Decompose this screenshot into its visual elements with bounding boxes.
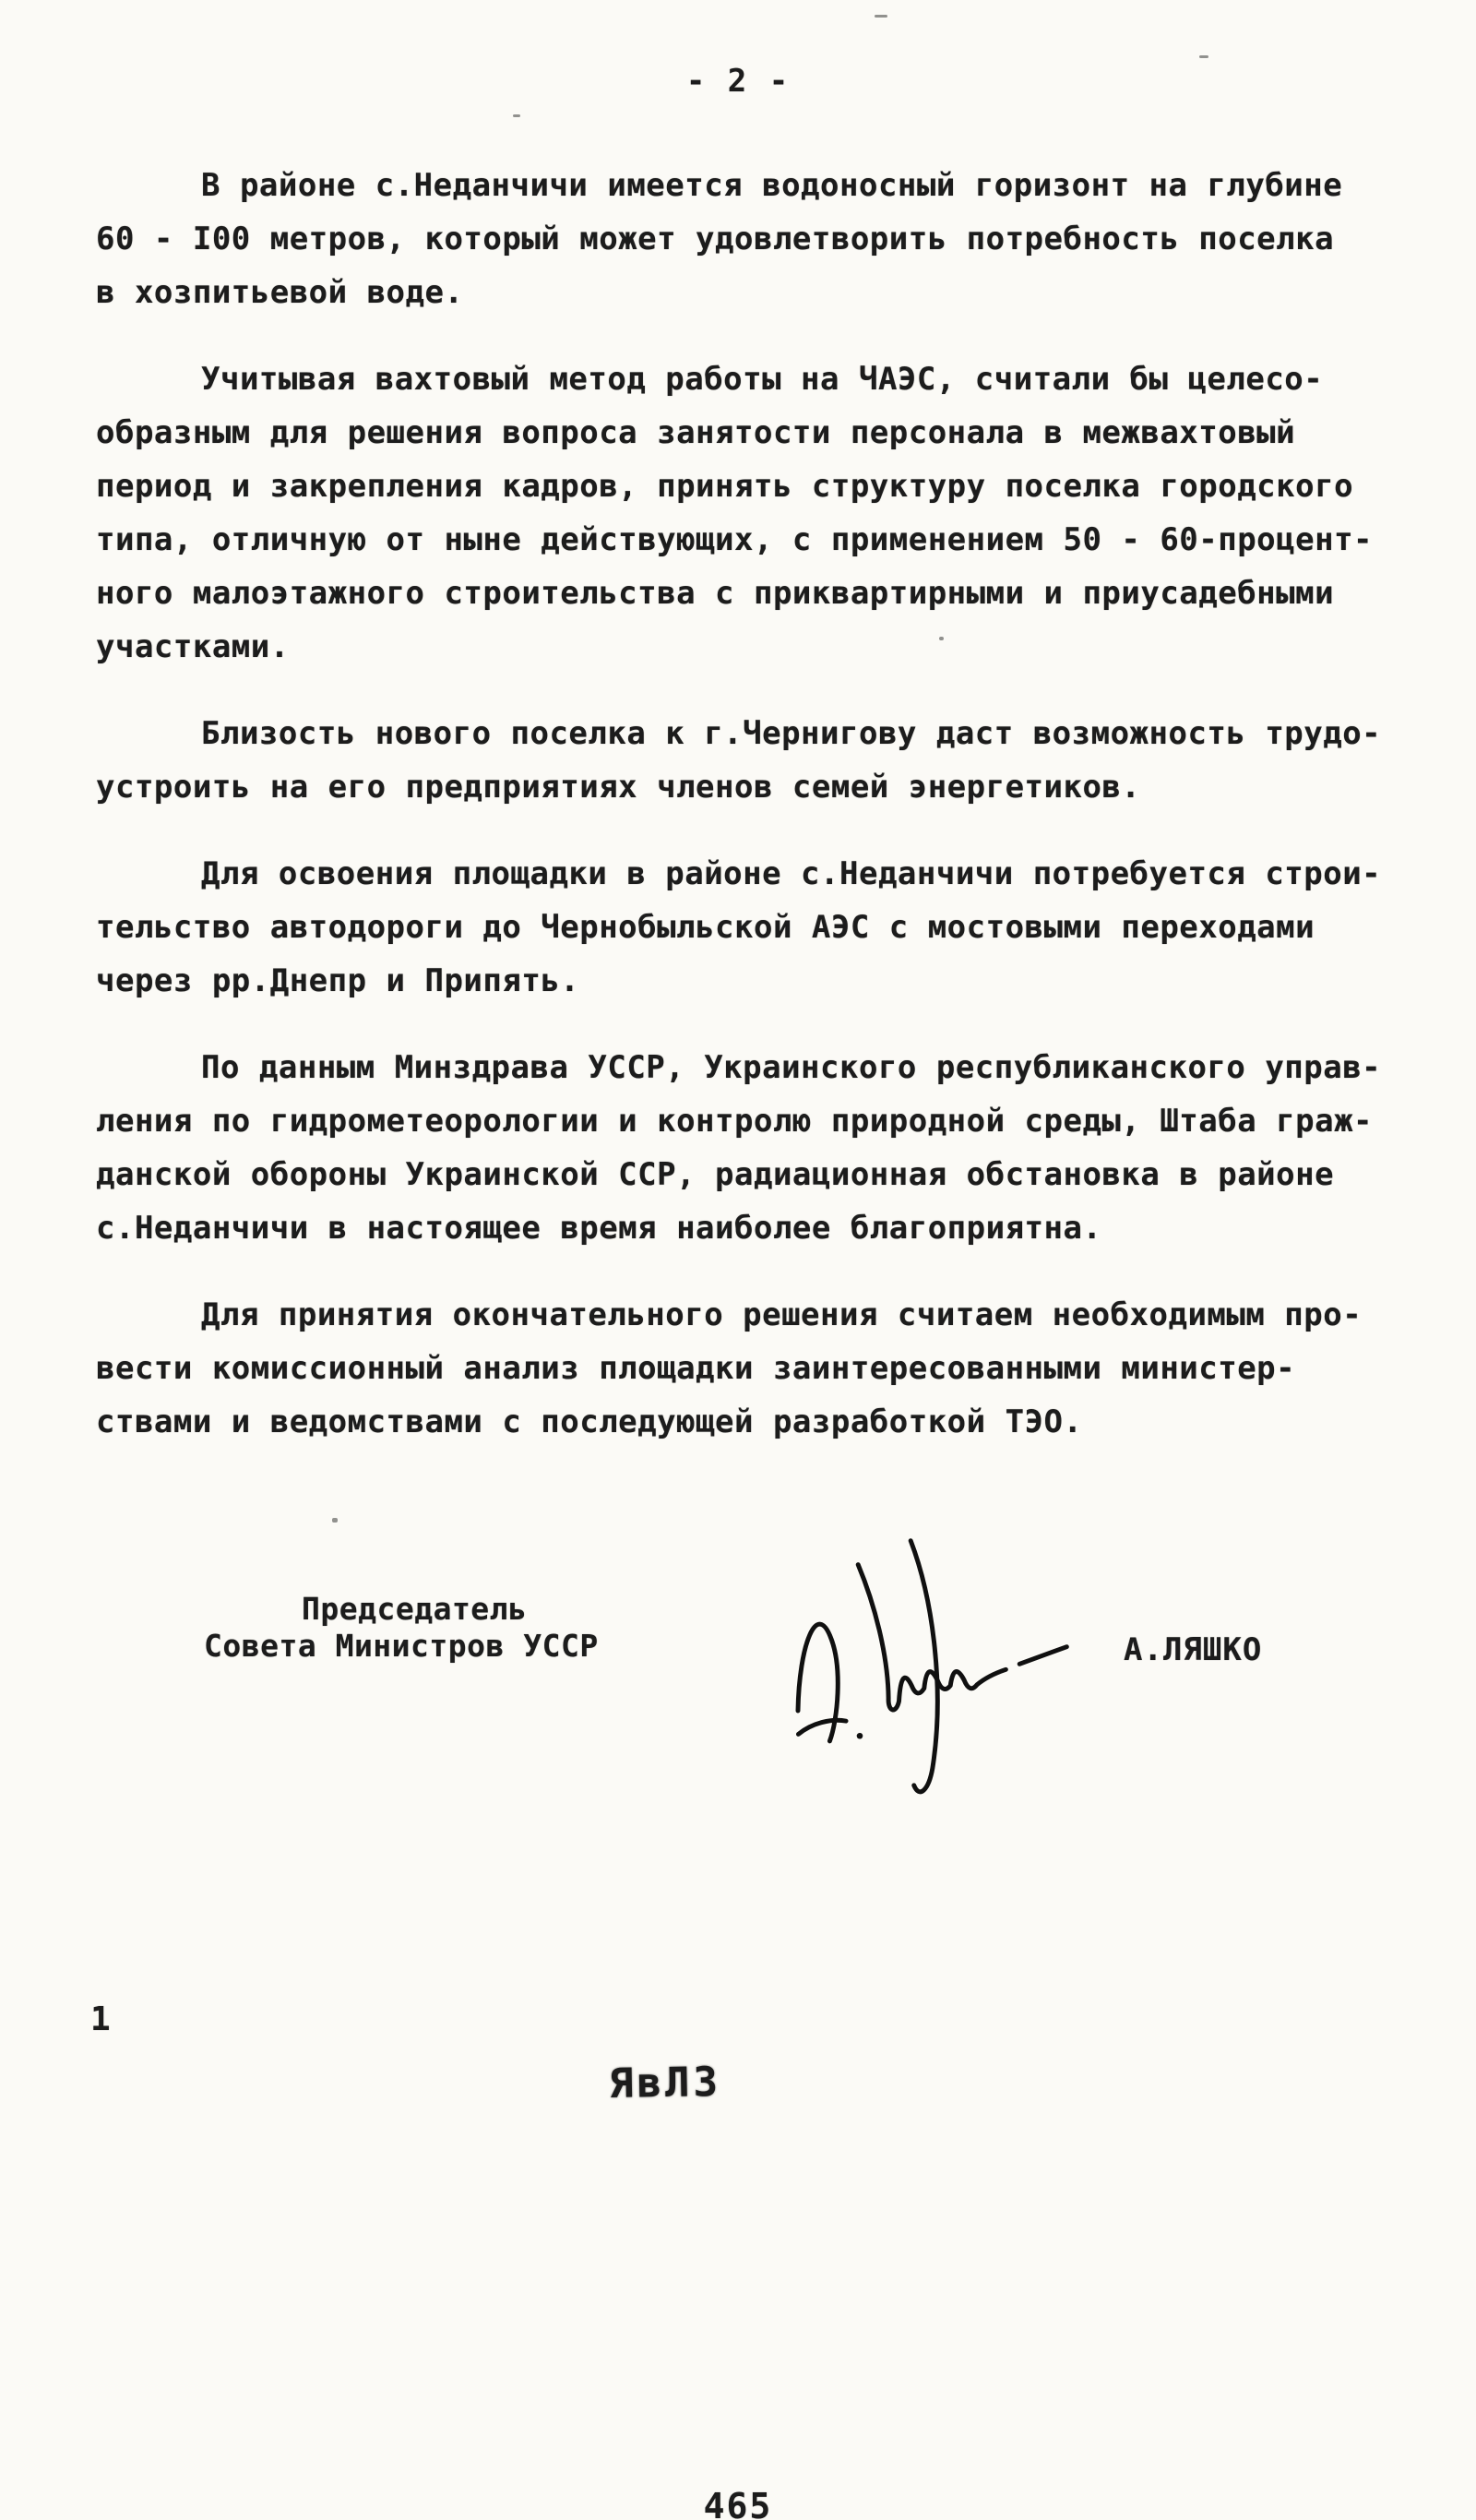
paragraph <box>96 847 1406 1008</box>
paragraph <box>96 352 1406 674</box>
text-line: ного малоэтажного строительства с приквартирными и приусадебными <box>96 575 1335 612</box>
signer-title-line: Совета Министров УССР <box>204 1628 599 1664</box>
signature-block <box>0 1591 1476 1923</box>
page-number: - 2 - <box>685 63 791 100</box>
text-line: ствами и ведомствами с последующей разработкой ТЭО. <box>96 1403 1083 1440</box>
text-line: в хозпитьевой воде. <box>96 274 464 311</box>
text-line: образным для решения вопроса занятости персонала в межвахтовый <box>96 414 1296 451</box>
text-line: Для принятия окончательного решения считаем необходимым про- <box>201 1296 1363 1333</box>
signer-title <box>204 1591 599 1665</box>
scan-artifact <box>332 1518 338 1523</box>
signer-name: А.ЛЯШКО <box>1124 1631 1263 1668</box>
signer-title-line: Председатель <box>302 1591 528 1627</box>
text-line: ления по гидрометеорологии и контролю природной среды, Штаба граж- <box>96 1103 1374 1140</box>
text-line: устроить на его предприятиях членов семей энергетиков. <box>96 769 1141 806</box>
scan-artifact <box>513 114 520 117</box>
text-line: с.Неданчичи в настоящее время наиболее благоприятна. <box>96 1210 1102 1247</box>
paragraph <box>96 707 1406 814</box>
text-line: 60 - I00 метров, который может удовлетворить потребность поселка <box>96 221 1335 257</box>
paragraph <box>96 159 1406 319</box>
archive-stamp: ЯвЛЗ <box>608 2058 722 2108</box>
text-line: Близость нового поселка к г.Чернигову даст возможность трудо- <box>201 715 1382 752</box>
text-line: Учитывая вахтовый метод работы на ЧАЭС, считали бы целесо- <box>201 361 1324 398</box>
text-line: тельство автодороги до Чернобыльской АЭС с мостовыми переходами <box>96 909 1315 946</box>
text-line: период и закрепления кадров, принять структуру поселка городского <box>96 468 1354 505</box>
text-line: типа, отличную от ныне действующих, с применением 50 - 60-процент- <box>96 521 1374 558</box>
scan-artifact <box>939 637 944 640</box>
text-line: Для освоения площадки в районе с.Неданчичи потребуется строи- <box>201 855 1382 892</box>
footer-sheet-number: 1 <box>90 2000 111 2038</box>
text-line: через рр.Днепр и Припять. <box>96 962 580 999</box>
footer-page-code: 465 <box>703 2486 773 2520</box>
paragraph <box>96 1041 1406 1255</box>
handwritten-signature <box>756 1495 1091 1830</box>
text-line: участками. <box>96 628 290 665</box>
paragraph <box>96 1288 1406 1449</box>
scan-artifact <box>1199 55 1208 58</box>
text-line: В районе с.Неданчичи имеется водоносный горизонт на глубине <box>201 167 1343 204</box>
scan-artifact <box>875 15 887 18</box>
document-body <box>96 159 1406 1482</box>
text-line: данской обороны Украинской ССР, радиационная обстановка в районе <box>96 1156 1335 1193</box>
text-line: вести комиссионный анализ площадки заинтересованными министер- <box>96 1350 1296 1387</box>
text-line: По данным Минздрава УССР, Украинского республиканского управ- <box>201 1049 1382 1086</box>
